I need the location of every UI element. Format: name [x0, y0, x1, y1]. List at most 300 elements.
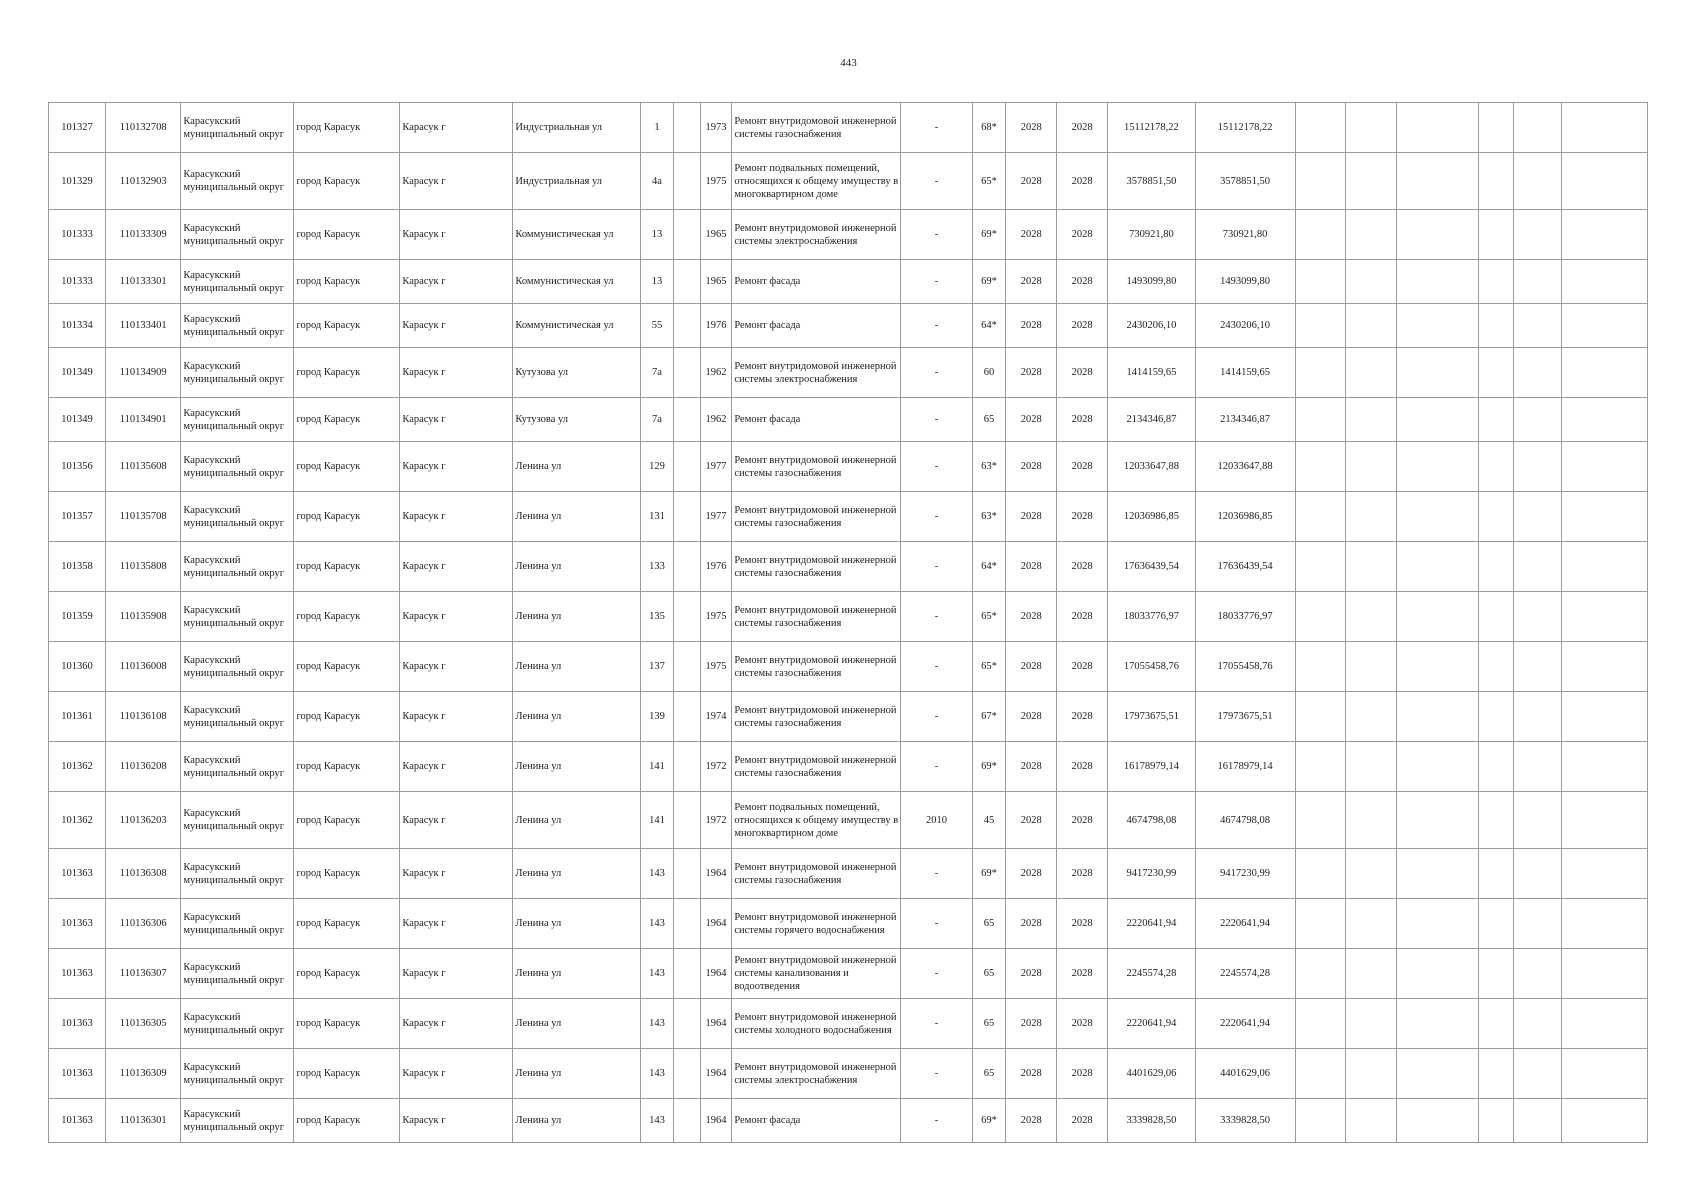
cell-settlement: город Карасук — [294, 492, 400, 542]
cell-street: Индустриальная ул — [513, 153, 640, 210]
cell-empty — [1478, 849, 1514, 899]
cell-wear: 65* — [972, 642, 1006, 692]
cell-code: 110133401 — [106, 304, 181, 348]
cell-empty — [674, 949, 700, 999]
cell-empty — [1478, 1099, 1514, 1143]
cell-prev: - — [901, 348, 972, 398]
cell-district: Карасукский муниципальный округ — [181, 153, 294, 210]
cell-total: 15112178,22 — [1195, 103, 1295, 153]
cell-empty — [1562, 592, 1648, 642]
cell-code: 110136208 — [106, 742, 181, 792]
cell-work: Ремонт подвальных помещений, относящихся к общему имуществу в многоквартирном доме — [732, 153, 901, 210]
cell-empty — [1514, 949, 1562, 999]
cell-work: Ремонт внутридомовой инженерной системы канализования и водоотведения — [732, 949, 901, 999]
cell-settlement: город Карасук — [294, 999, 400, 1049]
cell-year: 1974 — [700, 692, 732, 742]
cell-id: 101358 — [49, 542, 106, 592]
cell-wear: 65 — [972, 949, 1006, 999]
cell-y1: 2028 — [1006, 592, 1057, 642]
cell-street: Ленина ул — [513, 899, 640, 949]
cell-work: Ремонт внутридомовой инженерной системы электроснабжения — [732, 210, 901, 260]
table-row — [49, 742, 1648, 792]
cell-cost: 3578851,50 — [1108, 153, 1196, 210]
cell-empty — [1295, 260, 1346, 304]
cell-total: 3578851,50 — [1195, 153, 1295, 210]
cell-work: Ремонт внутридомовой инженерной системы газоснабжения — [732, 492, 901, 542]
cell-empty — [1295, 592, 1346, 642]
cell-cost: 4674798,08 — [1108, 792, 1196, 849]
cell-y1: 2028 — [1006, 153, 1057, 210]
cell-code: 110135808 — [106, 542, 181, 592]
cell-empty — [674, 1099, 700, 1143]
cell-settlement: город Карасук — [294, 899, 400, 949]
cell-district: Карасукский муниципальный округ — [181, 348, 294, 398]
cell-y2: 2028 — [1057, 849, 1108, 899]
cell-year: 1962 — [700, 398, 732, 442]
cell-street: Ленина ул — [513, 849, 640, 899]
cell-cost: 17973675,51 — [1108, 692, 1196, 742]
cell-empty — [1562, 153, 1648, 210]
cell-empty — [1562, 792, 1648, 849]
cell-y2: 2028 — [1057, 153, 1108, 210]
cell-total: 1414159,65 — [1195, 348, 1295, 398]
cell-year: 1973 — [700, 103, 732, 153]
cell-empty — [1562, 442, 1648, 492]
cell-empty — [1562, 999, 1648, 1049]
cell-wear: 65 — [972, 999, 1006, 1049]
table-row — [49, 260, 1648, 304]
table-row — [49, 103, 1648, 153]
cell-empty — [674, 260, 700, 304]
cell-empty — [1478, 642, 1514, 692]
cell-settlement: город Карасук — [294, 642, 400, 692]
cell-locality: Карасук г — [400, 592, 513, 642]
cell-empty — [1397, 999, 1478, 1049]
cell-y2: 2028 — [1057, 592, 1108, 642]
cell-locality: Карасук г — [400, 260, 513, 304]
cell-settlement: город Карасук — [294, 260, 400, 304]
cell-wear: 60 — [972, 348, 1006, 398]
cell-house: 133 — [640, 542, 674, 592]
cell-id: 101329 — [49, 153, 106, 210]
cell-total: 17973675,51 — [1195, 692, 1295, 742]
cell-y2: 2028 — [1057, 260, 1108, 304]
cell-street: Ленина ул — [513, 792, 640, 849]
cell-district: Карасукский муниципальный округ — [181, 949, 294, 999]
cell-district: Карасукский муниципальный округ — [181, 492, 294, 542]
cell-settlement: город Карасук — [294, 849, 400, 899]
cell-wear: 69* — [972, 849, 1006, 899]
table-row — [49, 304, 1648, 348]
cell-house: 143 — [640, 899, 674, 949]
cell-empty — [1346, 304, 1397, 348]
cell-settlement: город Карасук — [294, 210, 400, 260]
cell-empty — [1478, 210, 1514, 260]
cell-y1: 2028 — [1006, 442, 1057, 492]
cell-district: Карасукский муниципальный округ — [181, 442, 294, 492]
cell-id: 101359 — [49, 592, 106, 642]
cell-empty — [1478, 999, 1514, 1049]
cell-y2: 2028 — [1057, 692, 1108, 742]
cell-empty — [1295, 492, 1346, 542]
cell-empty — [674, 899, 700, 949]
cell-empty — [1295, 742, 1346, 792]
cell-total: 2245574,28 — [1195, 949, 1295, 999]
cell-y1: 2028 — [1006, 1099, 1057, 1143]
cell-empty — [1295, 103, 1346, 153]
cell-code: 110136305 — [106, 999, 181, 1049]
cell-wear: 63* — [972, 442, 1006, 492]
cell-work: Ремонт внутридомовой инженерной системы газоснабжения — [732, 103, 901, 153]
table-row — [49, 542, 1648, 592]
cell-empty — [1295, 442, 1346, 492]
cell-year: 1975 — [700, 153, 732, 210]
cell-locality: Карасук г — [400, 153, 513, 210]
cell-empty — [1397, 1099, 1478, 1143]
cell-id: 101363 — [49, 1099, 106, 1143]
cell-year: 1965 — [700, 260, 732, 304]
cell-work: Ремонт внутридомовой инженерной системы газоснабжения — [732, 592, 901, 642]
cell-total: 12036986,85 — [1195, 492, 1295, 542]
cell-empty — [1514, 153, 1562, 210]
cell-y2: 2028 — [1057, 348, 1108, 398]
cell-code: 110136308 — [106, 849, 181, 899]
cell-empty — [1397, 442, 1478, 492]
cell-y1: 2028 — [1006, 999, 1057, 1049]
cell-prev: - — [901, 492, 972, 542]
cell-y1: 2028 — [1006, 692, 1057, 742]
cell-empty — [674, 542, 700, 592]
cell-empty — [1478, 103, 1514, 153]
cell-y1: 2028 — [1006, 899, 1057, 949]
cell-district: Карасукский муниципальный округ — [181, 742, 294, 792]
cell-empty — [1478, 899, 1514, 949]
cell-y2: 2028 — [1057, 442, 1108, 492]
table-row — [49, 1049, 1648, 1099]
cell-street: Ленина ул — [513, 949, 640, 999]
cell-empty — [1562, 742, 1648, 792]
cell-empty — [1397, 348, 1478, 398]
cell-empty — [1397, 742, 1478, 792]
cell-total: 4401629,06 — [1195, 1049, 1295, 1099]
cell-work: Ремонт внутридомовой инженерной системы горячего водоснабжения — [732, 899, 901, 949]
cell-total: 2134346,87 — [1195, 398, 1295, 442]
cell-empty — [674, 849, 700, 899]
cell-prev: - — [901, 103, 972, 153]
cell-empty — [1346, 899, 1397, 949]
cell-empty — [1562, 103, 1648, 153]
cell-empty — [674, 398, 700, 442]
cell-empty — [674, 210, 700, 260]
cell-empty — [1562, 492, 1648, 542]
cell-empty — [1514, 642, 1562, 692]
cell-wear: 65 — [972, 899, 1006, 949]
cell-empty — [1397, 642, 1478, 692]
cell-empty — [1562, 949, 1648, 999]
cell-locality: Карасук г — [400, 949, 513, 999]
cell-empty — [674, 304, 700, 348]
cell-code: 110136307 — [106, 949, 181, 999]
cell-wear: 68* — [972, 103, 1006, 153]
cell-locality: Карасук г — [400, 542, 513, 592]
cell-empty — [1514, 742, 1562, 792]
cell-locality: Карасук г — [400, 348, 513, 398]
cell-cost: 2245574,28 — [1108, 949, 1196, 999]
cell-settlement: город Карасук — [294, 792, 400, 849]
cell-district: Карасукский муниципальный округ — [181, 692, 294, 742]
cell-year: 1964 — [700, 1099, 732, 1143]
cell-y2: 2028 — [1057, 1049, 1108, 1099]
cell-year: 1972 — [700, 742, 732, 792]
cell-cost: 730921,80 — [1108, 210, 1196, 260]
cell-empty — [1346, 260, 1397, 304]
table-row — [49, 999, 1648, 1049]
cell-year: 1976 — [700, 542, 732, 592]
cell-empty — [1478, 1049, 1514, 1099]
cell-district: Карасукский муниципальный округ — [181, 1099, 294, 1143]
cell-district: Карасукский муниципальный округ — [181, 542, 294, 592]
cell-cost: 3339828,50 — [1108, 1099, 1196, 1143]
cell-total: 2220641,94 — [1195, 999, 1295, 1049]
cell-cost: 9417230,99 — [1108, 849, 1196, 899]
cell-empty — [1397, 792, 1478, 849]
cell-empty — [1478, 442, 1514, 492]
cell-empty — [1397, 103, 1478, 153]
cell-empty — [1514, 260, 1562, 304]
cell-empty — [1562, 210, 1648, 260]
cell-work: Ремонт внутридомовой инженерной системы газоснабжения — [732, 442, 901, 492]
cell-y2: 2028 — [1057, 1099, 1108, 1143]
cell-id: 101361 — [49, 692, 106, 742]
cell-cost: 2430206,10 — [1108, 304, 1196, 348]
cell-id: 101362 — [49, 792, 106, 849]
cell-empty — [1514, 849, 1562, 899]
cell-prev: - — [901, 398, 972, 442]
cell-empty — [1397, 849, 1478, 899]
cell-empty — [1346, 103, 1397, 153]
table-row — [49, 849, 1648, 899]
cell-empty — [1478, 260, 1514, 304]
cell-empty — [1295, 210, 1346, 260]
cell-locality: Карасук г — [400, 849, 513, 899]
cell-house: 131 — [640, 492, 674, 542]
cell-house: 13 — [640, 260, 674, 304]
cell-empty — [1346, 592, 1397, 642]
cell-empty — [1514, 492, 1562, 542]
cell-id: 101349 — [49, 398, 106, 442]
cell-street: Ленина ул — [513, 692, 640, 742]
cell-work: Ремонт фасада — [732, 1099, 901, 1143]
cell-code: 110136008 — [106, 642, 181, 692]
cell-y1: 2028 — [1006, 792, 1057, 849]
cell-y1: 2028 — [1006, 849, 1057, 899]
cell-empty — [674, 103, 700, 153]
cell-settlement: город Карасук — [294, 592, 400, 642]
cell-prev: - — [901, 210, 972, 260]
cell-total: 4674798,08 — [1195, 792, 1295, 849]
cell-empty — [1478, 348, 1514, 398]
cell-locality: Карасук г — [400, 103, 513, 153]
cell-settlement: город Карасук — [294, 949, 400, 999]
cell-cost: 1493099,80 — [1108, 260, 1196, 304]
table-body — [49, 103, 1648, 1143]
cell-id: 101327 — [49, 103, 106, 153]
cell-y1: 2028 — [1006, 398, 1057, 442]
cell-house: 1 — [640, 103, 674, 153]
cell-y2: 2028 — [1057, 304, 1108, 348]
cell-code: 110136203 — [106, 792, 181, 849]
cell-code: 110134901 — [106, 398, 181, 442]
cell-empty — [1295, 398, 1346, 442]
cell-empty — [1295, 304, 1346, 348]
cell-empty — [674, 999, 700, 1049]
cell-settlement: город Карасук — [294, 103, 400, 153]
cell-cost: 12033647,88 — [1108, 442, 1196, 492]
cell-empty — [1295, 1049, 1346, 1099]
cell-code: 110135908 — [106, 592, 181, 642]
cell-year: 1964 — [700, 1049, 732, 1099]
cell-house: 143 — [640, 999, 674, 1049]
cell-street: Ленина ул — [513, 442, 640, 492]
cell-district: Карасукский муниципальный округ — [181, 642, 294, 692]
cell-empty — [1346, 492, 1397, 542]
cell-id: 101360 — [49, 642, 106, 692]
cell-empty — [1295, 542, 1346, 592]
cell-empty — [1478, 153, 1514, 210]
cell-empty — [1478, 492, 1514, 542]
cell-district: Карасукский муниципальный округ — [181, 304, 294, 348]
cell-empty — [1562, 260, 1648, 304]
cell-empty — [1562, 692, 1648, 742]
cell-street: Ленина ул — [513, 742, 640, 792]
cell-empty — [1514, 398, 1562, 442]
cell-y2: 2028 — [1057, 792, 1108, 849]
cell-wear: 64* — [972, 542, 1006, 592]
cell-work: Ремонт фасада — [732, 260, 901, 304]
table-row — [49, 792, 1648, 849]
cell-cost: 17636439,54 — [1108, 542, 1196, 592]
table-row — [49, 692, 1648, 742]
cell-wear: 65 — [972, 1049, 1006, 1099]
cell-work: Ремонт фасада — [732, 304, 901, 348]
cell-empty — [1346, 153, 1397, 210]
cell-wear: 69* — [972, 210, 1006, 260]
cell-empty — [1397, 153, 1478, 210]
cell-district: Карасукский муниципальный округ — [181, 1049, 294, 1099]
cell-house: 141 — [640, 742, 674, 792]
cell-empty — [1514, 304, 1562, 348]
cell-empty — [1514, 899, 1562, 949]
cell-street: Кутузова ул — [513, 348, 640, 398]
cell-house: 139 — [640, 692, 674, 742]
cell-cost: 2220641,94 — [1108, 999, 1196, 1049]
cell-work: Ремонт фасада — [732, 398, 901, 442]
cell-id: 101363 — [49, 899, 106, 949]
cell-id: 101357 — [49, 492, 106, 542]
cell-wear: 63* — [972, 492, 1006, 542]
cell-total: 12033647,88 — [1195, 442, 1295, 492]
cell-total: 1493099,80 — [1195, 260, 1295, 304]
cell-house: 143 — [640, 1099, 674, 1143]
cell-cost: 2220641,94 — [1108, 899, 1196, 949]
cell-cost: 1414159,65 — [1108, 348, 1196, 398]
cell-work: Ремонт внутридомовой инженерной системы газоснабжения — [732, 642, 901, 692]
cell-empty — [1562, 899, 1648, 949]
cell-empty — [1562, 1099, 1648, 1143]
cell-cost: 15112178,22 — [1108, 103, 1196, 153]
cell-empty — [1295, 792, 1346, 849]
cell-house: 129 — [640, 442, 674, 492]
cell-district: Карасукский муниципальный округ — [181, 260, 294, 304]
cell-empty — [1478, 742, 1514, 792]
cell-locality: Карасук г — [400, 398, 513, 442]
cell-prev: - — [901, 742, 972, 792]
cell-house: 7а — [640, 348, 674, 398]
cell-house: 141 — [640, 792, 674, 849]
table-row — [49, 1099, 1648, 1143]
table-row — [49, 210, 1648, 260]
cell-house: 13 — [640, 210, 674, 260]
cell-cost: 12036986,85 — [1108, 492, 1196, 542]
cell-id: 101362 — [49, 742, 106, 792]
cell-year: 1977 — [700, 442, 732, 492]
cell-wear: 65* — [972, 592, 1006, 642]
capital-repair-table — [48, 102, 1648, 1143]
cell-id: 101333 — [49, 210, 106, 260]
cell-empty — [674, 792, 700, 849]
cell-year: 1964 — [700, 999, 732, 1049]
cell-total: 730921,80 — [1195, 210, 1295, 260]
cell-code: 110132903 — [106, 153, 181, 210]
cell-district: Карасукский муниципальный округ — [181, 899, 294, 949]
cell-empty — [1295, 642, 1346, 692]
page-number: 443 — [840, 57, 857, 69]
cell-code: 110135608 — [106, 442, 181, 492]
cell-settlement: город Карасук — [294, 542, 400, 592]
cell-y1: 2028 — [1006, 348, 1057, 398]
cell-empty — [1295, 348, 1346, 398]
cell-y1: 2028 — [1006, 210, 1057, 260]
cell-total: 16178979,14 — [1195, 742, 1295, 792]
cell-y2: 2028 — [1057, 398, 1108, 442]
cell-prev: - — [901, 692, 972, 742]
cell-total: 9417230,99 — [1195, 849, 1295, 899]
cell-house: 143 — [640, 1049, 674, 1099]
cell-empty — [674, 348, 700, 398]
cell-work: Ремонт внутридомовой инженерной системы газоснабжения — [732, 692, 901, 742]
cell-total: 17636439,54 — [1195, 542, 1295, 592]
cell-year: 1972 — [700, 792, 732, 849]
cell-street: Ленина ул — [513, 1099, 640, 1143]
cell-empty — [1397, 1049, 1478, 1099]
cell-empty — [1562, 348, 1648, 398]
cell-y1: 2028 — [1006, 492, 1057, 542]
cell-district: Карасукский муниципальный округ — [181, 792, 294, 849]
cell-empty — [1478, 398, 1514, 442]
cell-code: 110136301 — [106, 1099, 181, 1143]
cell-empty — [674, 442, 700, 492]
cell-empty — [1478, 949, 1514, 999]
cell-work: Ремонт внутридомовой инженерной системы электроснабжения — [732, 1049, 901, 1099]
cell-empty — [1478, 542, 1514, 592]
cell-empty — [1514, 1049, 1562, 1099]
cell-street: Ленина ул — [513, 542, 640, 592]
cell-empty — [1346, 692, 1397, 742]
cell-y1: 2028 — [1006, 742, 1057, 792]
cell-id: 101356 — [49, 442, 106, 492]
cell-empty — [1514, 542, 1562, 592]
cell-prev: - — [901, 949, 972, 999]
